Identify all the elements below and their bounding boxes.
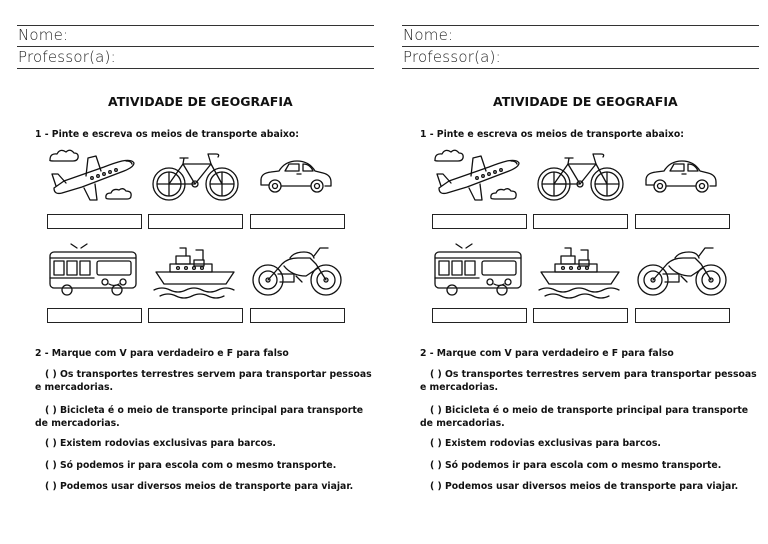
question-1: 1 - Pinte e escreva os meios de transporte abaixo: [420,129,685,140]
motorcycle-icon [635,244,730,300]
bicycle-icon [150,146,242,206]
boat-icon [535,244,629,300]
worksheet-right [384,0,768,544]
answer-box-6[interactable] [250,308,345,323]
answer-box-5[interactable] [533,308,628,323]
answer-box-4[interactable] [47,308,142,323]
header-top-line [402,25,759,26]
boat-icon [150,244,244,300]
professor-label: Professor(a): [18,48,116,66]
answer-box-2[interactable] [533,214,628,229]
statement-3: ( ) Existem rodovias exclusivas para barcos. [45,438,276,449]
car-icon [257,156,337,196]
nome-line [17,46,374,47]
answer-box-6[interactable] [635,308,730,323]
answer-box-1[interactable] [47,214,142,229]
answer-box-5[interactable] [148,308,243,323]
professor-line [402,68,759,69]
nome-label: Nome: [403,26,454,44]
statement-3: ( ) Existem rodovias exclusivas para barcos. [430,438,661,449]
statement-1: ( ) Os transportes terrestres servem para transportar pessoas e mercadorias. [420,369,757,393]
question-2: 2 - Marque com V para verdadeiro e F para falso [35,348,289,359]
nome-line [402,46,759,47]
answer-box-1[interactable] [432,214,527,229]
bus-icon [47,244,139,300]
professor-label: Professor(a): [403,48,501,66]
header-top-line [17,25,374,26]
answer-box-3[interactable] [635,214,730,229]
statement-1: ( ) Os transportes terrestres servem para transportar pessoas e mercadorias. [35,369,372,393]
professor-line [17,68,374,69]
statement-2: ( ) Bicicleta é o meio de transporte principal para transporte de mercadorias. [420,405,749,429]
airplane-icon [46,146,141,206]
answer-box-2[interactable] [148,214,243,229]
statement-4: ( ) Só podemos ir para escola com o mesmo transporte. [430,460,722,471]
motorcycle-icon [250,244,345,300]
question-2: 2 - Marque com V para verdadeiro e F para falso [420,348,674,359]
statement-5: ( ) Podemos usar diversos meios de transporte para viajar. [45,481,354,492]
page-title: ATIVIDADE DE GEOGRAFIA [493,94,678,109]
statement-2: ( ) Bicicleta é o meio de transporte principal para transporte de mercadorias. [35,405,364,429]
statement-5: ( ) Podemos usar diversos meios de transporte para viajar. [430,481,739,492]
airplane-icon [431,146,526,206]
car-icon [642,156,722,196]
bus-icon [432,244,524,300]
question-1: 1 - Pinte e escreva os meios de transporte abaixo: [35,129,300,140]
statement-4: ( ) Só podemos ir para escola com o mesmo transporte. [45,460,337,471]
bicycle-icon [535,146,627,206]
answer-box-3[interactable] [250,214,345,229]
answer-box-4[interactable] [432,308,527,323]
nome-label: Nome: [18,26,69,44]
page-title: ATIVIDADE DE GEOGRAFIA [108,94,293,109]
